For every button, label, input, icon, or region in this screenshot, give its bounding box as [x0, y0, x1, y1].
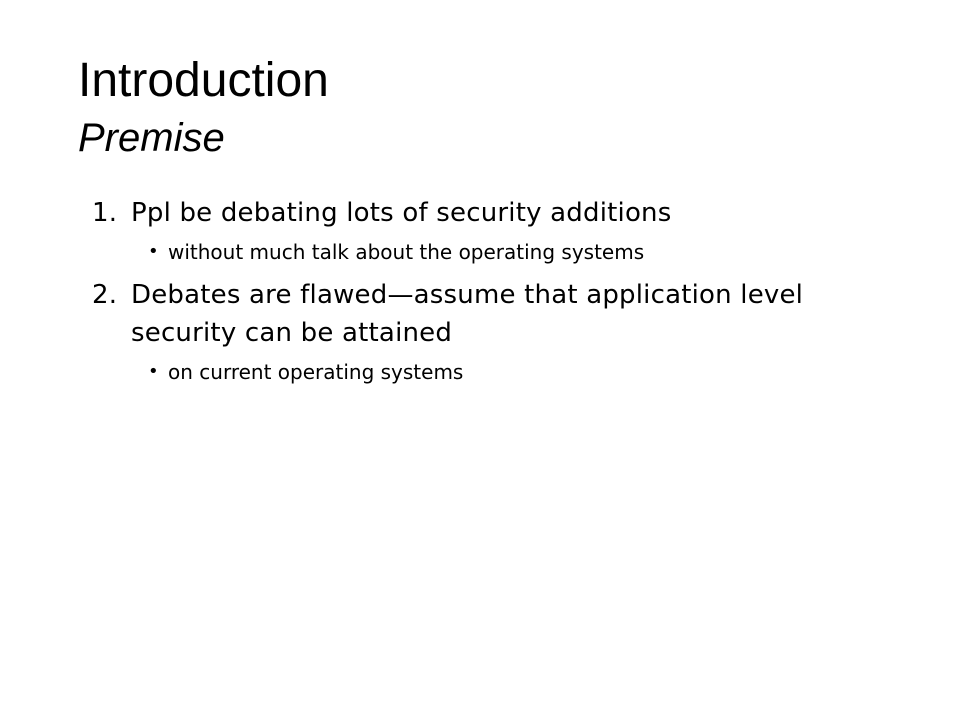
- bullet-icon: •: [148, 361, 159, 382]
- sub-bullet-1: [148, 237, 912, 267]
- numbered-item-1: [92, 194, 912, 232]
- item-text: Ppl be debating lots of security additions: [131, 198, 672, 228]
- item-number: 1.: [92, 198, 118, 228]
- item-number: 2.: [92, 280, 118, 310]
- numbered-item-2: [92, 276, 912, 352]
- slide-title: Introduction: [78, 54, 329, 107]
- sub-bullet-text: on current operating systems: [168, 360, 464, 384]
- slide-subtitle: Premise: [78, 116, 225, 160]
- slide-body: [92, 194, 912, 396]
- item-text: Debates are flawed—assume that application level security can be attained: [131, 280, 804, 348]
- sub-bullet-2: [148, 357, 912, 387]
- bullet-icon: •: [148, 241, 159, 262]
- sub-bullet-text: without much talk about the operating systems: [168, 240, 645, 264]
